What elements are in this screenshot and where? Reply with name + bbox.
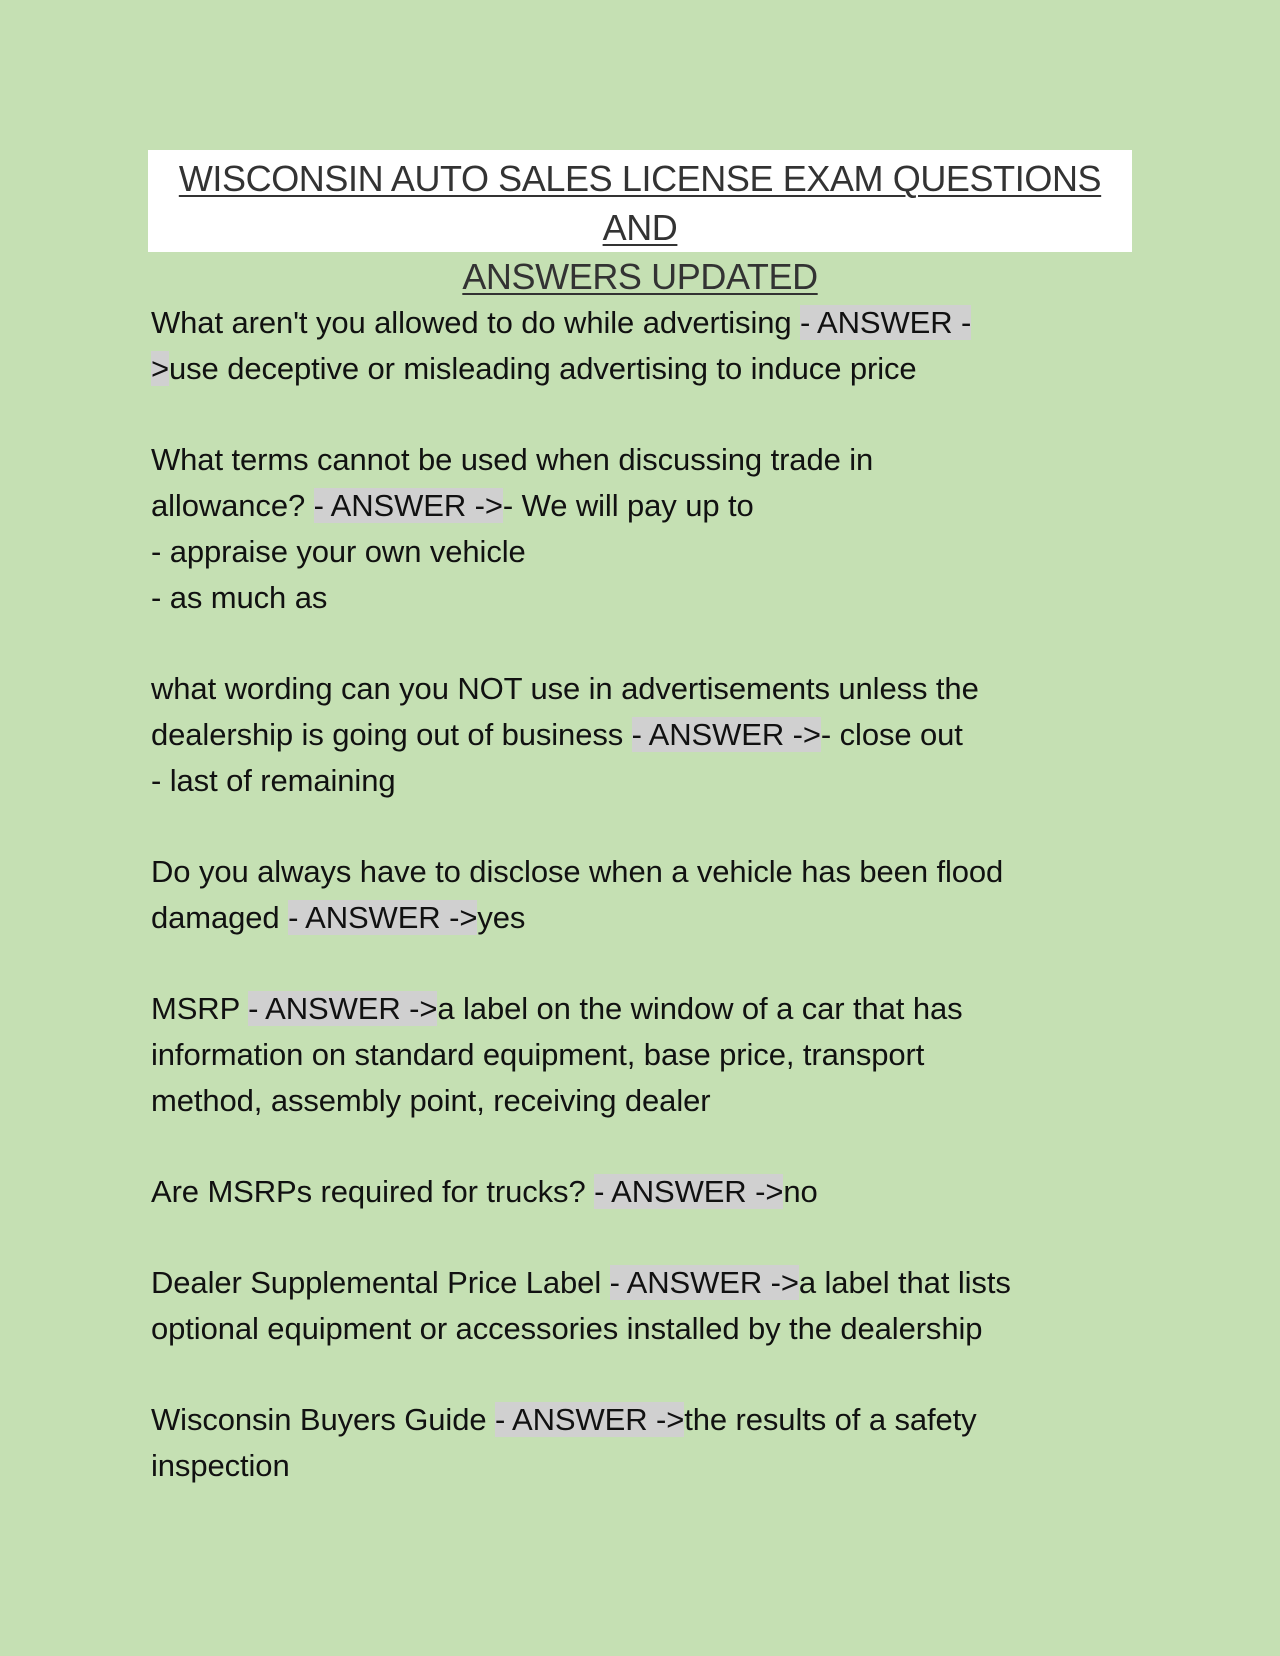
- answer-text: - last of remaining: [151, 763, 396, 798]
- question-text: dealership is going out of business: [151, 717, 632, 752]
- question-text: damaged: [151, 900, 289, 935]
- question-text: allowance?: [151, 488, 314, 523]
- qa-item-3: [151, 666, 1131, 804]
- question-text: Wisconsin Buyers Guide: [151, 1402, 495, 1437]
- answer-text: the results of a safety: [684, 1402, 977, 1437]
- qa-item-4: [151, 849, 1131, 941]
- answer-marker: - ANSWER ->: [288, 900, 478, 935]
- answer-marker: - ANSWER ->: [631, 717, 821, 752]
- qa-line: [151, 1169, 1131, 1215]
- question-text: what wording can you NOT use in advertisements unless the: [151, 671, 979, 706]
- answer-marker: - ANSWER -: [800, 305, 972, 340]
- qa-line: [151, 300, 1131, 346]
- question-text: Are MSRPs required for trucks?: [151, 1174, 595, 1209]
- qa-item-7: [151, 1260, 1131, 1352]
- question-text: What terms cannot be used when discussing trade in: [151, 442, 874, 477]
- answer-marker: - ANSWER ->: [313, 488, 503, 523]
- qa-item-6: [151, 1169, 1131, 1215]
- answer-text: optional equipment or accessories installed by the dealership: [151, 1311, 983, 1346]
- qa-line: [151, 712, 1131, 758]
- answer-text: no: [783, 1174, 818, 1209]
- question-text: What aren't you allowed to do while advertising: [151, 305, 801, 340]
- answer-text: yes: [477, 900, 526, 935]
- qa-line: [151, 986, 1131, 1032]
- document-title-line-2: ANSWERS UPDATED: [462, 256, 818, 297]
- answer-text: information on standard equipment, base price, transport: [151, 1037, 925, 1072]
- answer-text: inspection: [151, 1448, 290, 1483]
- answer-text: - We will pay up to: [502, 488, 754, 523]
- answer-text: - close out: [820, 717, 963, 752]
- answer-text: a label that lists: [798, 1265, 1011, 1300]
- qa-item-1: [151, 300, 1131, 392]
- question-text: MSRP: [151, 991, 249, 1026]
- document-title-line-1: WISCONSIN AUTO SALES LICENSE EXAM QUESTIONS AND: [178, 158, 1102, 248]
- answer-marker: - ANSWER ->: [594, 1174, 784, 1209]
- qa-item-2: [151, 437, 1131, 621]
- qa-list: [151, 300, 1131, 1534]
- qa-line: [151, 1260, 1131, 1306]
- answer-marker: - ANSWER ->: [609, 1265, 799, 1300]
- qa-item-5: [151, 986, 1131, 1124]
- qa-line: [151, 346, 1131, 392]
- question-text: Dealer Supplemental Price Label: [151, 1265, 610, 1300]
- qa-line: [151, 1397, 1131, 1443]
- answer-text: use deceptive or misleading advertising to induce price: [169, 351, 917, 386]
- answer-text: - as much as: [151, 580, 328, 615]
- question-text: Do you always have to disclose when a vehicle has been flood: [151, 854, 1004, 889]
- answer-marker: - ANSWER ->: [248, 991, 438, 1026]
- answer-marker: - ANSWER ->: [495, 1402, 685, 1437]
- qa-item-8: [151, 1397, 1131, 1489]
- answer-marker: >: [151, 351, 170, 386]
- answer-text: - appraise your own vehicle: [151, 534, 526, 569]
- title-box: [148, 150, 1132, 297]
- answer-text: method, assembly point, receiving dealer: [151, 1083, 711, 1118]
- answer-text: a label on the window of a car that has: [437, 991, 963, 1026]
- qa-line: [151, 483, 1131, 529]
- qa-line: [151, 895, 1131, 941]
